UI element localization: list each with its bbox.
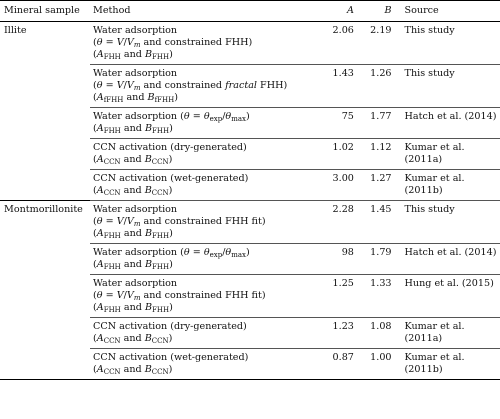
method-line: ($\theta = V/V_m$ and constrained FHH fit): [93, 216, 266, 228]
source-cell: Kumar et al. (2011a): [395, 139, 500, 170]
method-line: ($A_{FHH}$ and $B_{FHH}$): [93, 49, 173, 61]
header-sample: Mineral sample: [0, 1, 90, 22]
header-row: [0, 1, 500, 22]
mineral-sample-cell: [0, 349, 90, 380]
source-cell: Kumar et al. (2011b): [395, 349, 500, 380]
a-value-cell: 2.28: [319, 201, 357, 244]
b-value-cell: 1.00: [357, 349, 395, 380]
mineral-sample-cell: [0, 170, 90, 201]
header-b: B: [357, 1, 395, 22]
a-value-cell: 1.23: [319, 318, 357, 349]
method-line: ($A_{CCN}$ and $B_{CCN}$): [93, 154, 173, 166]
table-row: [0, 108, 500, 139]
b-value-cell: 2.19: [357, 22, 395, 65]
a-value-cell: 2.06: [319, 22, 357, 65]
method-line: CCN activation (dry-generated): [93, 142, 247, 153]
table-row: [0, 318, 500, 349]
method-line: ($A_{FHH}$ and $B_{FHH}$): [93, 228, 173, 240]
table-row: [0, 170, 500, 201]
a-value-cell: 3.00: [319, 170, 357, 201]
table-row: [0, 244, 500, 275]
method-line: ($A_{FHH}$ and $B_{FHH}$): [93, 123, 173, 135]
method-line: ($\theta = V/V_m$ and constrained FHH): [93, 37, 253, 49]
b-value-cell: 1.45: [357, 201, 395, 244]
source-cell: This study: [395, 65, 500, 108]
source-cell: This study: [395, 201, 500, 244]
table-row: [0, 22, 500, 65]
a-value-cell: 0.87: [319, 349, 357, 380]
method-line: Water adsorption $(\theta = \theta_{exp}/\theta_{max})$: [93, 247, 250, 259]
a-value-cell: 75: [319, 108, 357, 139]
method-line: Water adsorption $(\theta = \theta_{exp}/\theta_{max})$: [93, 111, 250, 123]
mineral-sample-cell: [0, 318, 90, 349]
method-line: ($A_{CCN}$ and $B_{CCN}$): [93, 185, 173, 197]
a-value-cell: 1.02: [319, 139, 357, 170]
method-line: Water adsorption: [93, 25, 178, 36]
header-a: A: [319, 1, 357, 22]
table-row: [0, 139, 500, 170]
table-row: [0, 65, 500, 108]
method-line: ($\theta = V/V_m$ and constrained fractal FHH): [93, 80, 288, 92]
b-value-cell: 1.26: [357, 65, 395, 108]
method-line: Water adsorption: [93, 68, 178, 79]
source-cell: Hatch et al. (2014): [395, 108, 500, 139]
b-value-cell: 1.77: [357, 108, 395, 139]
header-source: Source: [395, 1, 500, 22]
a-value-cell: 98: [319, 244, 357, 275]
b-value-cell: 1.33: [357, 275, 395, 318]
method-cell: [90, 201, 319, 244]
method-cell: [90, 318, 319, 349]
method-cell: [90, 170, 319, 201]
method-cell: [90, 65, 319, 108]
method-line: ($A_{CCN}$ and $B_{CCN}$): [93, 364, 173, 376]
source-cell: This study: [395, 22, 500, 65]
method-line: ($\theta = V/V_m$ and constrained FHH fit): [93, 290, 266, 302]
b-value-cell: 1.08: [357, 318, 395, 349]
source-cell: Kumar et al. (2011a): [395, 318, 500, 349]
header-method: Method: [90, 1, 319, 22]
table-body: [0, 22, 500, 380]
table-row: [0, 275, 500, 318]
mineral-sample-cell: [0, 65, 90, 108]
table-row: [0, 201, 500, 244]
a-value-cell: 1.43: [319, 65, 357, 108]
method-line: ($A_{FHH}$ and $B_{FHH}$): [93, 259, 173, 271]
mineral-sample-cell: [0, 275, 90, 318]
b-value-cell: 1.27: [357, 170, 395, 201]
method-line: CCN activation (wet-generated): [93, 173, 249, 184]
mineral-sample-cell: Montmorillonite: [0, 201, 90, 244]
method-line: ($A_{fFHH}$ and $B_{fFHH}$): [93, 92, 179, 104]
method-line: Water adsorption: [93, 278, 178, 289]
method-cell: [90, 108, 319, 139]
method-cell: [90, 244, 319, 275]
method-line: Water adsorption: [93, 204, 178, 215]
method-line: CCN activation (wet-generated): [93, 352, 249, 363]
b-value-cell: 1.79: [357, 244, 395, 275]
a-value-cell: 1.25: [319, 275, 357, 318]
method-cell: [90, 139, 319, 170]
mineral-sample-cell: [0, 139, 90, 170]
source-cell: Hatch et al. (2014): [395, 244, 500, 275]
source-cell: Hung et al. (2015): [395, 275, 500, 318]
method-cell: [90, 22, 319, 65]
mineral-sample-cell: [0, 244, 90, 275]
method-cell: [90, 349, 319, 380]
table-row: [0, 349, 500, 380]
mineral-sample-cell: Illite: [4, 25, 27, 36]
method-line: CCN activation (dry-generated): [93, 321, 247, 332]
mineral-sample-cell: [0, 108, 90, 139]
method-cell: [90, 275, 319, 318]
b-value-cell: 1.12: [357, 139, 395, 170]
method-line: ($A_{FHH}$ and $B_{FHH}$): [93, 302, 173, 314]
method-line: ($A_{CCN}$ and $B_{CCN}$): [93, 333, 173, 345]
source-cell: Kumar et al. (2011b): [395, 170, 500, 201]
